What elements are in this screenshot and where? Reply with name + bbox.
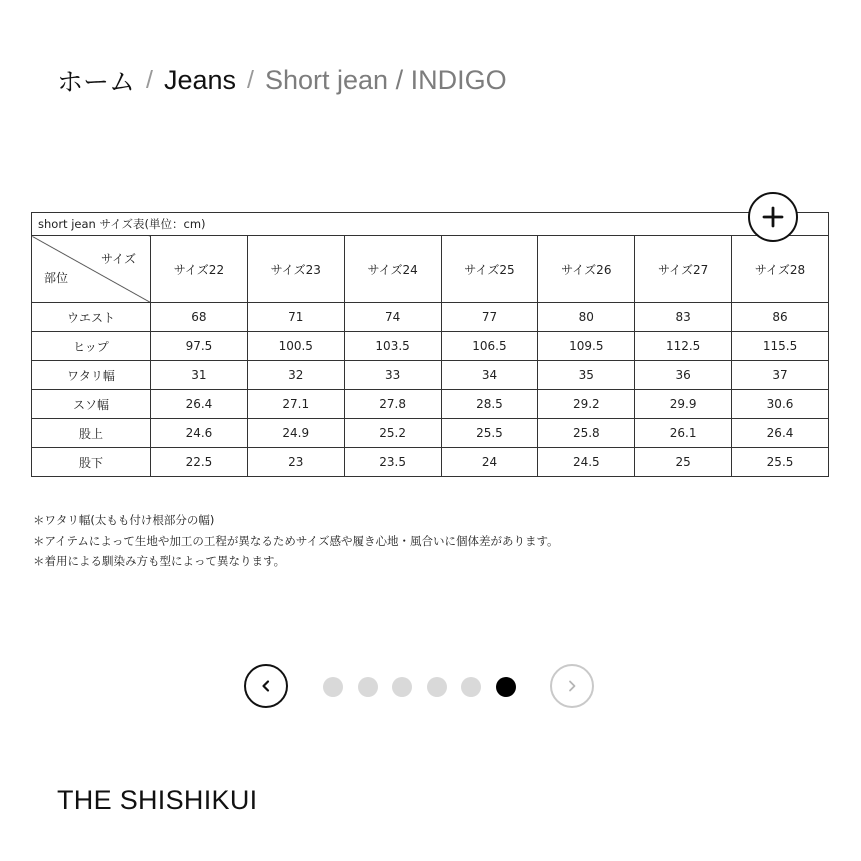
measurement-value: 25.5 xyxy=(732,448,829,477)
measurement-value: 25.5 xyxy=(441,419,538,448)
measurement-value: 100.5 xyxy=(247,332,344,361)
breadcrumb-current-page: Short jean / INDIGO xyxy=(264,64,507,95)
measurement-label: スソ幅 xyxy=(32,390,151,419)
brand-name: THE SHISHIKUI xyxy=(57,785,258,815)
size-column-header: サイズ27 xyxy=(635,236,732,303)
measurement-label: 股上 xyxy=(32,419,151,448)
measurement-value: 33 xyxy=(344,361,441,390)
breadcrumb-separator: / xyxy=(146,65,153,94)
size-column-header: サイズ22 xyxy=(151,236,248,303)
measurement-label: ウエスト xyxy=(32,303,151,332)
measurement-value: 27.1 xyxy=(247,390,344,419)
size-column-header: サイズ28 xyxy=(732,236,829,303)
chevron-right-icon xyxy=(565,679,579,693)
measurement-value: 23 xyxy=(247,448,344,477)
table-row xyxy=(32,332,829,361)
measurement-label: ワタリ幅 xyxy=(32,361,151,390)
image-carousel-pager xyxy=(0,662,861,712)
size-chart-corner-header xyxy=(32,236,151,303)
measurement-value: 31 xyxy=(151,361,248,390)
measurement-value: 27.8 xyxy=(344,390,441,419)
measurement-value: 24.5 xyxy=(538,448,635,477)
measurement-value: 86 xyxy=(732,303,829,332)
corner-size-label: サイズ xyxy=(100,252,136,266)
measurement-value: 22.5 xyxy=(151,448,248,477)
table-row xyxy=(32,390,829,419)
chevron-left-icon xyxy=(259,679,273,693)
breadcrumb xyxy=(57,60,507,100)
measurement-value: 77 xyxy=(441,303,538,332)
size-column-header: サイズ23 xyxy=(247,236,344,303)
measurement-value: 71 xyxy=(247,303,344,332)
measurement-value: 74 xyxy=(344,303,441,332)
measurement-value: 115.5 xyxy=(732,332,829,361)
size-chart-table xyxy=(31,212,829,477)
size-note: ＊ワタリ幅(太もも付け根部分の幅) xyxy=(33,513,215,527)
measurement-value: 23.5 xyxy=(344,448,441,477)
carousel-dot[interactable] xyxy=(427,677,447,697)
measurement-value: 24 xyxy=(441,448,538,477)
size-note: ＊アイテムによって生地や加工の工程が異なるためサイズ感や履き心地・風合いに個体差があります。 xyxy=(33,533,559,548)
measurement-label: 股下 xyxy=(32,448,151,477)
measurement-value: 34 xyxy=(441,361,538,390)
measurement-value: 109.5 xyxy=(538,332,635,361)
measurement-value: 25.8 xyxy=(538,419,635,448)
measurement-value: 29.2 xyxy=(538,390,635,419)
carousel-dot[interactable] xyxy=(323,677,343,697)
table-row xyxy=(32,361,829,390)
measurement-value: 28.5 xyxy=(441,390,538,419)
measurement-value: 36 xyxy=(635,361,732,390)
measurement-value: 80 xyxy=(538,303,635,332)
measurement-value: 26.4 xyxy=(732,419,829,448)
measurement-value: 106.5 xyxy=(441,332,538,361)
size-column-header: サイズ26 xyxy=(538,236,635,303)
table-row xyxy=(32,419,829,448)
table-row xyxy=(32,303,829,332)
corner-part-label: 部位 xyxy=(44,271,69,285)
carousel-prev-button[interactable] xyxy=(244,664,288,708)
measurement-value: 30.6 xyxy=(732,390,829,419)
measurement-label: ヒップ xyxy=(32,332,151,361)
measurement-value: 97.5 xyxy=(151,332,248,361)
measurement-value: 32 xyxy=(247,361,344,390)
measurement-value: 83 xyxy=(635,303,732,332)
measurement-value: 103.5 xyxy=(344,332,441,361)
measurement-value: 35 xyxy=(538,361,635,390)
carousel-dot[interactable] xyxy=(392,677,412,697)
measurement-value: 29.9 xyxy=(635,390,732,419)
measurement-value: 37 xyxy=(732,361,829,390)
carousel-dot[interactable] xyxy=(358,677,378,697)
size-column-header: サイズ25 xyxy=(441,236,538,303)
size-column-header: サイズ24 xyxy=(344,236,441,303)
carousel-dot-active[interactable] xyxy=(496,677,516,697)
table-row xyxy=(32,448,829,477)
breadcrumb-separator: / xyxy=(247,65,254,94)
measurement-value: 25.2 xyxy=(344,419,441,448)
measurement-value: 68 xyxy=(151,303,248,332)
breadcrumb-category-link[interactable]: Jeans xyxy=(163,64,237,95)
zoom-button[interactable] xyxy=(748,192,798,242)
size-note: ＊着用による馴染み方も型によって異なります。 xyxy=(33,554,286,568)
measurement-value: 24.6 xyxy=(151,419,248,448)
measurement-value: 112.5 xyxy=(635,332,732,361)
size-notes xyxy=(33,510,559,572)
measurement-value: 26.4 xyxy=(151,390,248,419)
size-chart-caption: short jean サイズ表(単位：cm) xyxy=(32,213,829,236)
carousel-dot[interactable] xyxy=(461,677,481,697)
measurement-value: 25 xyxy=(635,448,732,477)
measurement-value: 26.1 xyxy=(635,419,732,448)
measurement-value: 24.9 xyxy=(247,419,344,448)
plus-icon xyxy=(762,206,784,228)
breadcrumb-home-link[interactable]: ホーム xyxy=(57,67,136,98)
carousel-next-button[interactable] xyxy=(550,664,594,708)
